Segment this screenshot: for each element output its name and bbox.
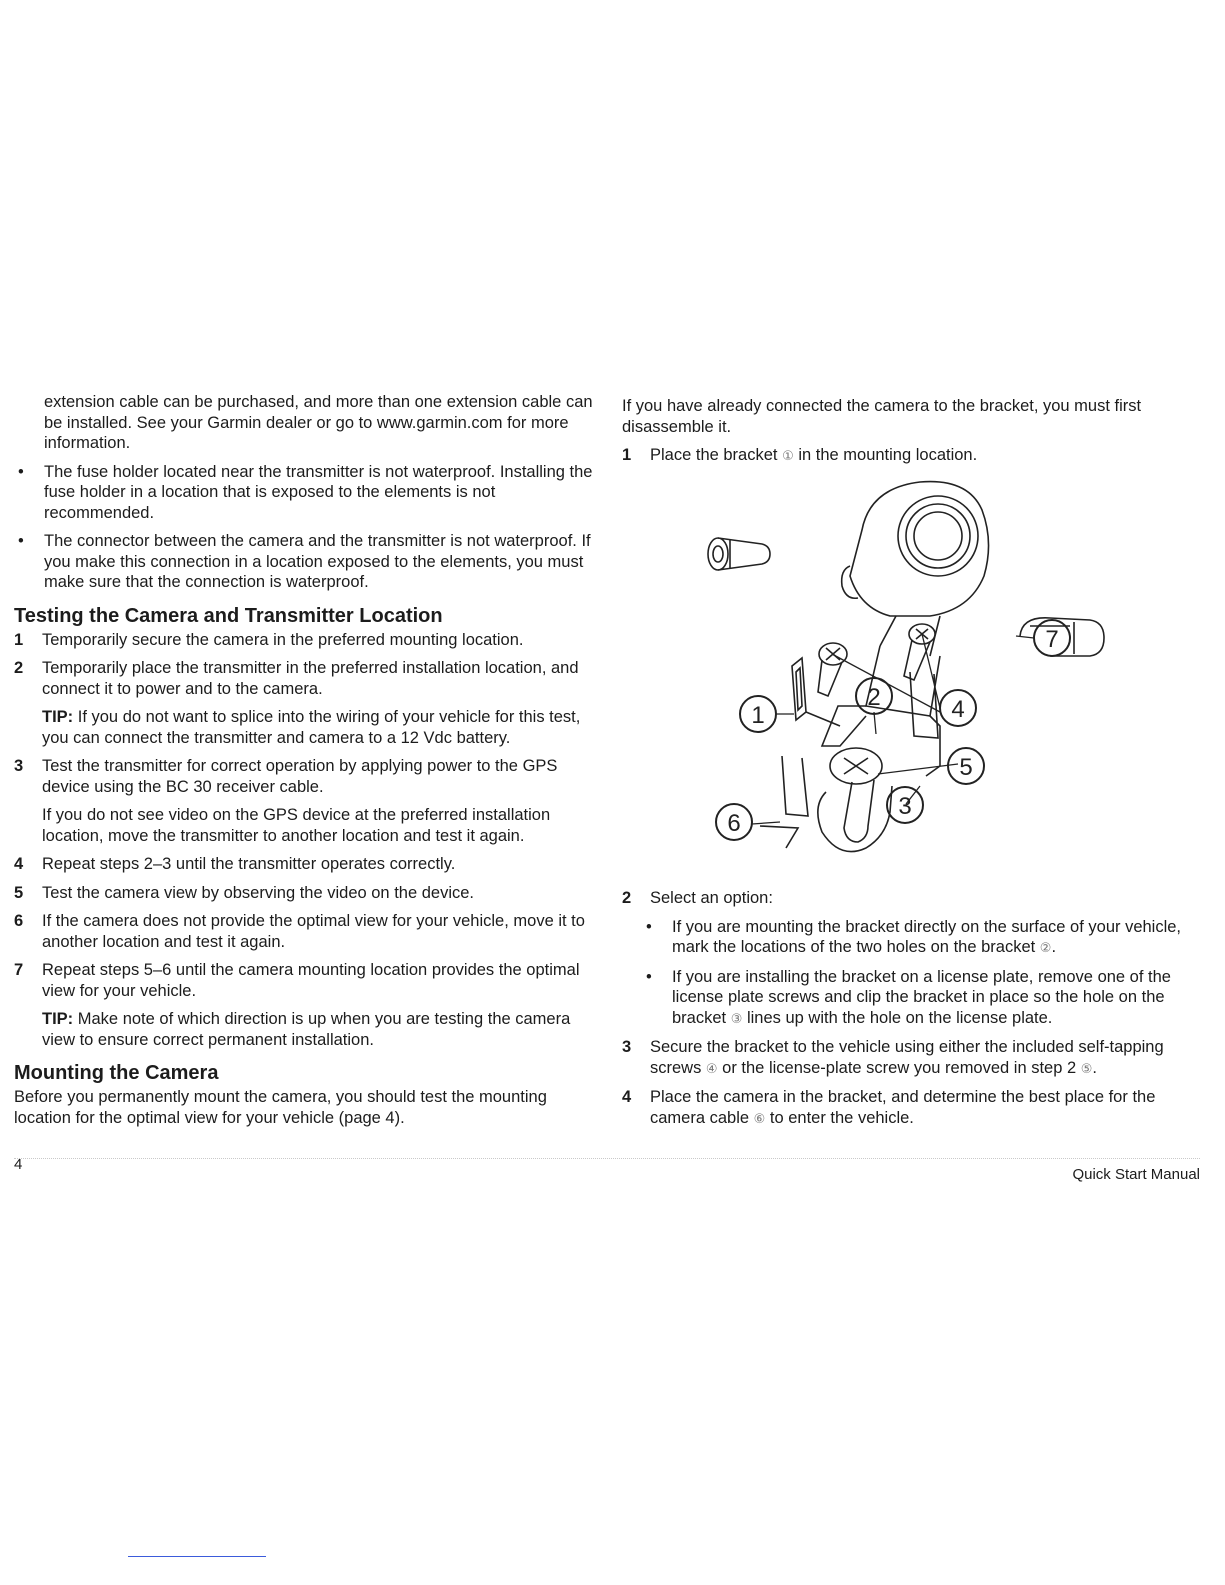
step-3-note: If you do not see video on the GPS device at the preferred installation location, move the transmitter to another location and test it again. [42, 806, 551, 845]
camera-body-icon [842, 482, 989, 656]
bullet-mark: • [646, 967, 652, 986]
testing-step-3: 3 Test the transmitter for correct operation by applying power to the GPS device using the BC 30 receiver cable. [14, 757, 558, 796]
mounting-step-1: 1 Place the bracket ① in the mounting location. [622, 446, 978, 464]
disassemble-text: If you have already connected the camera to the bracket, you must first disassemble it. [622, 397, 1142, 436]
option-surface-mount: • If you are mounting the bracket directly on the surface of your vehicle, mark the locations of the two holes on the bracket ②. [646, 917, 1182, 956]
footer-divider [14, 1158, 1200, 1159]
right-column [622, 396, 1212, 467]
callout-leaders [752, 634, 1034, 824]
callout-5: 5 [959, 754, 973, 781]
page-number: 4 [14, 1156, 23, 1173]
bullet-mark: • [18, 532, 24, 550]
option-license-plate: • If you are installing the bracket on a license plate, remove one of the license plate screws and clip the bracket in place so the hole on the bracket ③ lines up with the hole on the license plate. [646, 967, 1171, 1027]
tip-battery: TIP: If you do not want to splice into the wiring of your vehicle for this test, you can connect the transmitter and camera to a 12 Vdc battery. [42, 708, 581, 747]
fuse-holder-bullet: • The fuse holder located near the transmitter is not waterproof. Installing the fuse holder in a location that is exposed to the elements is not recommended. [18, 462, 593, 522]
testing-step-6: 6 If the camera does not provide the optimal view for your vehicle, move it to another location and test it again. [14, 912, 585, 951]
callout-circles [716, 620, 1070, 840]
testing-heading: Testing the Camera and Transmitter Location [14, 604, 443, 627]
left-column [14, 392, 604, 1128]
extension-cable-text: extension cable can be purchased, and more than one extension cable can be installed. See your Garmin dealer or go to www.garmin.com for more information. [44, 393, 593, 452]
mounting-intro: Before you permanently mount the camera, you should test the mounting location for the optimal view for your vehicle (page 4). [14, 1088, 547, 1127]
callout-2: 2 [867, 684, 881, 711]
mounting-step-3: 3 Secure the bracket to the vehicle using either the included self-tapping screws ④ or the license-plate screw you removed in step 2 ⑤. [622, 1038, 1164, 1077]
camera-cable-icon [760, 756, 808, 848]
tip-camera-direction: TIP: Make note of which direction is up when you are testing the camera view to ensure correct permanent installation. [42, 1010, 571, 1049]
callout-7: 7 [1045, 626, 1059, 653]
bullet-mark: • [18, 462, 24, 481]
loose-screw-icon [708, 538, 770, 570]
camera-bracket-diagram [690, 476, 1130, 866]
callout-1: 1 [751, 702, 765, 729]
mounting-heading: Mounting the Camera [14, 1062, 219, 1084]
bullet-mark: • [646, 917, 652, 936]
connector-bullet: • The connector between the camera and the transmitter is not waterproof. If you make this connection in a location exposed to the elements, you must make sure that the connection is waterproof. [18, 532, 591, 591]
testing-step-5: 5 Test the camera view by observing the video on the device. [14, 883, 474, 902]
mounting-step-2: 2 Select an option: [622, 889, 773, 907]
scan-artifact-line [128, 1556, 266, 1557]
mounting-step-4: 4 Place the camera in the bracket, and determine the best place for the camera cable ⑥ to enter the vehicle. [622, 1088, 1156, 1127]
right-column-lower [622, 888, 1202, 1129]
callout-6: 6 [727, 810, 741, 837]
testing-step-2: 2 Temporarily place the transmitter in the preferred installation location, and connect it to power and to the camera. [14, 659, 579, 698]
footer-title: Quick Start Manual [1072, 1166, 1200, 1183]
callout-4: 4 [951, 696, 965, 723]
callout-labels [727, 626, 1058, 837]
testing-step-7: 7 Repeat steps 5–6 until the camera mounting location provides the optimal view for your vehicle. [14, 961, 580, 1000]
callout-3: 3 [898, 793, 912, 820]
testing-step-4: 4 Repeat steps 2–3 until the transmitter operates correctly. [14, 855, 456, 873]
testing-step-1: 1 Temporarily secure the camera in the preferred mounting location. [14, 630, 524, 649]
license-plate-screw-icon [818, 748, 892, 852]
